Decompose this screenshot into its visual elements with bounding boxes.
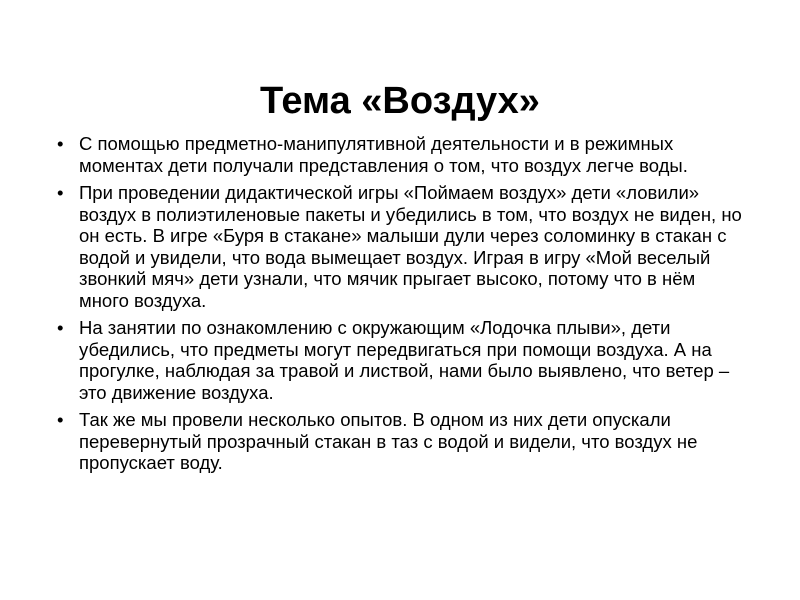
bullet-item-4	[57, 409, 747, 474]
bullet-item-3	[57, 317, 747, 403]
bullet-point-icon: •	[57, 317, 64, 338]
bullet-text: С помощью предметно-манипулятивной деятельности и в режимных моментах дети получали представления о том, что воздух легче воды.	[79, 133, 688, 176]
bullet-item-2	[57, 182, 747, 311]
bullet-point-icon: •	[57, 409, 64, 430]
bullet-point-icon: •	[57, 133, 64, 154]
bullet-text: При проведении дидактической игры «Поймаем воздух» дети «ловили» воздух в полиэтиленовые пакеты и убедились в том, что воздух не виден, но он есть. В игре «Буря в стакане» малыши дули через соломинку в стакан с водой и увидели, что вода вымещает воздух. Играя в игру «Мой веселый звонкий мяч» дети узнали, что мячик прыгает высоко, потому что в нём много воздуха.	[79, 182, 742, 311]
slide-title: Тема «Воздух»	[260, 80, 540, 122]
bullet-text: Так же мы провели несколько опытов. В одном из них дети опускали перевернутый прозрачный стакан в таз с водой и видели, что воздух не пропускает воду.	[79, 409, 698, 473]
bullet-point-icon: •	[57, 182, 64, 203]
bullet-item-1	[57, 133, 747, 176]
bullet-text: На занятии по ознакомлению с окружающим «Лодочка плыви», дети убедились, что предметы могут передвигаться при помощи воздуха. А на прогулке, наблюдая за травой и листвой, нами было выявлено, что ветер – это движение воздуха.	[79, 317, 730, 403]
bullet-list	[57, 133, 747, 480]
